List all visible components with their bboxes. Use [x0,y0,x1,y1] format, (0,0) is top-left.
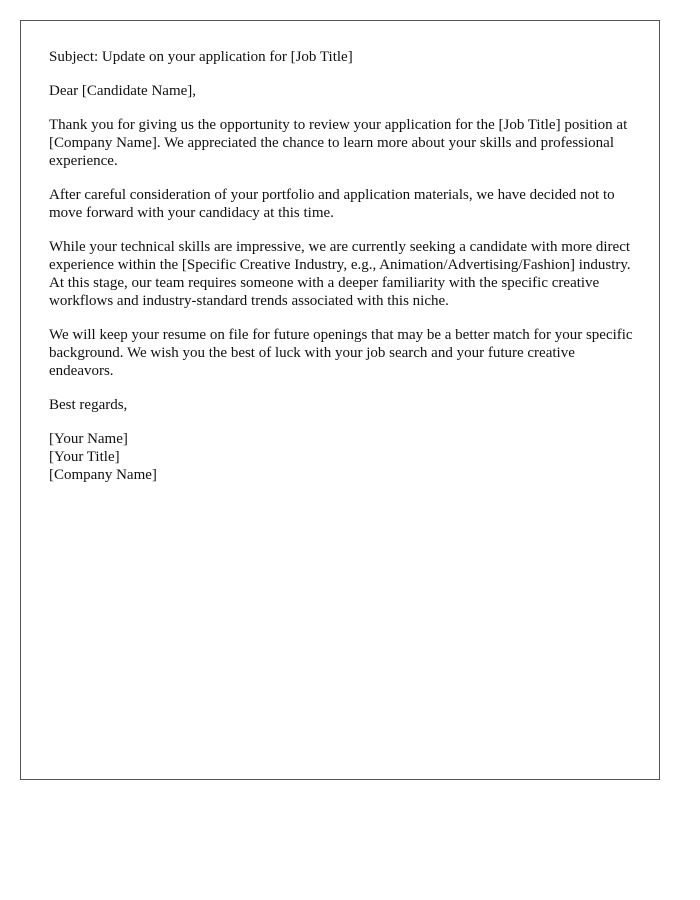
signature-name: [Your Name] [49,431,128,447]
letter-paragraph-2: After careful consideration of your portfolio and application materials, we have decided not to move forward with your candidacy at this time. [49,187,615,221]
letter-closing: Best regards, [49,397,128,413]
letter-paragraph-3: While your technical skills are impressive, we are currently seeking a candidate with more direct experience within the [Specific Creative Industry, e.g., Animation/Advertising/Fashion] industry. At this stage, our team requires someone with a deeper familiarity with the specific creative workflows and industry-standard trends associated with this niche. [49,239,631,309]
signature-title: [Your Title] [49,449,120,465]
letter-body [49,48,639,484]
signature-block [49,430,639,484]
letter-frame [20,20,660,780]
letter-salutation: Dear [Candidate Name], [49,83,197,99]
signature-company: [Company Name] [49,467,157,483]
letter-paragraph-4: We will keep your resume on file for future openings that may be a better match for your specific background. We wish you the best of luck with your job search and your future creative endeavors. [49,327,633,379]
letter-paragraph-1: Thank you for giving us the opportunity to review your application for the [Job Title] position at [Company Name]. We appreciated the chance to learn more about your skills and professional experience. [49,117,628,169]
letter-subject: Subject: Update on your application for [Job Title] [49,49,353,65]
